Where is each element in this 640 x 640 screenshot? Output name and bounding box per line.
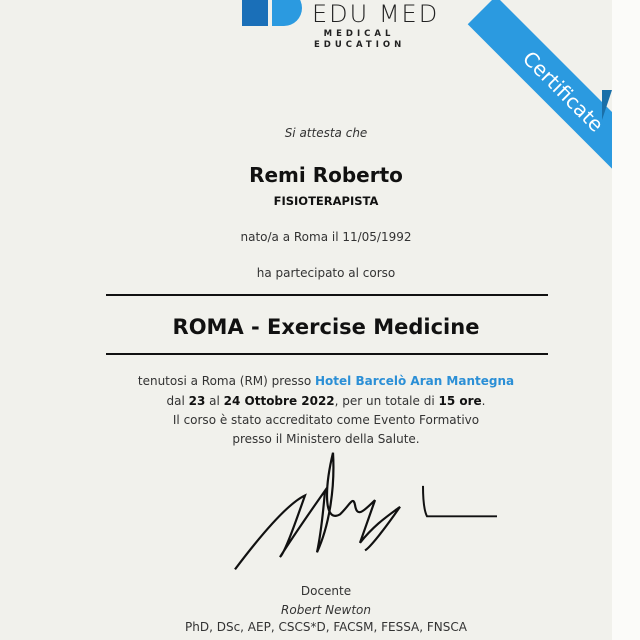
start-day: 23 bbox=[188, 394, 206, 408]
period: . bbox=[481, 394, 486, 408]
course-title: ROMA - Exercise Medicine bbox=[172, 315, 480, 339]
signatory-name: Robert Newton bbox=[281, 603, 371, 617]
venue-name: Hotel Barcelò Aran Mantegna bbox=[315, 374, 515, 388]
total-hours: 15 ore bbox=[438, 394, 482, 408]
logo-subtitle-2: EDUCATION bbox=[314, 40, 406, 50]
attests-text: Si attesta che bbox=[284, 126, 368, 140]
logo-subtitle-1: MEDICAL bbox=[323, 29, 395, 39]
birth-info: nato/a a Roma il 11/05/1992 bbox=[240, 230, 412, 244]
venue-line bbox=[0, 374, 612, 389]
accreditation-line-1: Il corso è stato accreditato come Evento Formativo bbox=[172, 413, 480, 427]
certificate-ribbon: Certificate bbox=[468, 0, 612, 187]
dates-suffix: , per un totale di bbox=[334, 394, 439, 408]
signature-role: Docente bbox=[300, 584, 352, 598]
logo-icon bbox=[242, 0, 302, 26]
dates-prefix: dal bbox=[166, 394, 189, 408]
end-date: 24 Ottobre 2022 bbox=[223, 394, 335, 408]
ribbon-fold bbox=[602, 90, 612, 120]
divider-top bbox=[106, 294, 548, 296]
accreditation-line-2: presso il Ministero della Salute. bbox=[232, 432, 420, 446]
dates-mid: al bbox=[205, 394, 224, 408]
logo-wordmark: EDU MED bbox=[312, 0, 440, 28]
participation-text: ha partecipato al corso bbox=[256, 266, 396, 280]
venue-prefix: tenutosi a Roma (RM) presso bbox=[137, 374, 315, 388]
dates-line bbox=[0, 394, 612, 409]
signature-image bbox=[225, 448, 505, 576]
signatory-credentials: PhD, DSc, AEP, CSCS*D, FACSM, FESSA, FNSCA bbox=[185, 620, 467, 634]
recipient-name: Remi Roberto bbox=[249, 163, 403, 187]
divider-bottom bbox=[106, 353, 548, 355]
recipient-profession: FISIOTERAPISTA bbox=[273, 194, 379, 208]
